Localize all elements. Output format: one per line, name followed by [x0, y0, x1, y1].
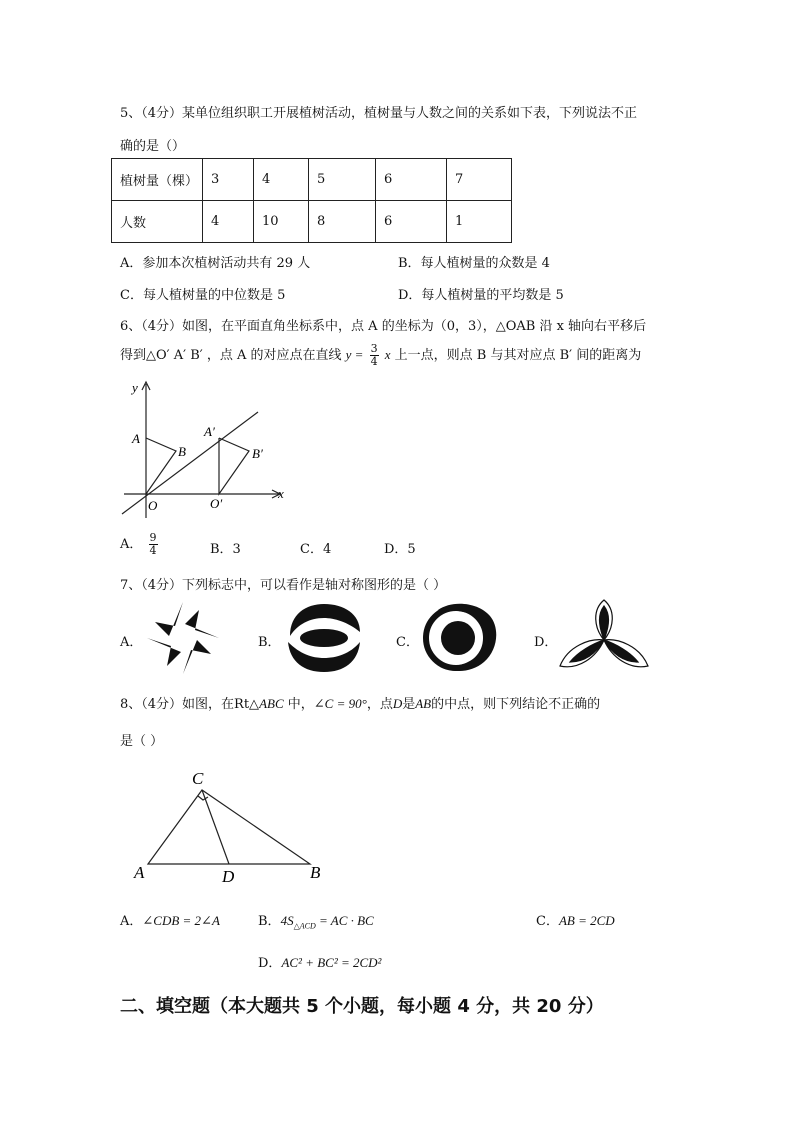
- q8-option-a-math: ∠CDB = 2∠A: [142, 913, 220, 928]
- table-row: [112, 201, 512, 243]
- right-angle-mark-icon: [198, 796, 208, 800]
- table-cell: 5: [309, 159, 376, 201]
- q8-option-b-math: 4S: [280, 913, 294, 928]
- q7-stem: 7、（4分）下列标志中，可以看作是轴对称图形的是（ ）: [120, 578, 447, 593]
- q6-eq-y: y =: [345, 347, 364, 362]
- frac-num: 3: [370, 342, 378, 355]
- pinwheel-star-icon: [147, 602, 219, 674]
- q6-option-c: C．4: [300, 542, 332, 557]
- label-b1: B′: [252, 446, 263, 461]
- q8-text: 是: [402, 697, 416, 712]
- q8-figure: [130, 766, 330, 884]
- q8-ab: AB: [415, 696, 432, 711]
- label-o1: O′: [210, 496, 223, 511]
- q7-logo-a: [145, 600, 221, 676]
- trefoil-petal-icon: [560, 600, 648, 667]
- label-x: x: [278, 486, 284, 501]
- label-a: A: [132, 431, 140, 446]
- table-row: [112, 159, 512, 201]
- q6-stem-line2: [120, 342, 641, 369]
- q6-option-a: [120, 532, 160, 558]
- table-cell: 3: [203, 159, 254, 201]
- q8-option-c-math: AB = 2CD: [558, 913, 615, 928]
- option-label: A．: [120, 537, 143, 552]
- q6-option-d: D．5: [384, 542, 416, 557]
- option-label: C．: [536, 914, 559, 929]
- option-label: B．: [258, 914, 281, 929]
- q5-stem-line1: 5、（4分）某单位组织职工开展植树活动，植树量与人数之间的关系如下表，下列说法不正: [120, 106, 638, 121]
- q8-option-b-math: = AC · BC: [315, 913, 374, 928]
- q6-eq-x: x: [384, 347, 391, 362]
- q6-text: 上一点，则点 B 与其对应点 B′ 间的距离为: [394, 348, 642, 363]
- q8-stem-line2: 是（ ）: [120, 734, 164, 749]
- label-c: C: [192, 769, 204, 788]
- label-a1: A′: [204, 424, 215, 439]
- q6-option-b: B．3: [210, 542, 241, 557]
- q8-option-a: [120, 910, 220, 929]
- table-cell: 7: [447, 159, 512, 201]
- table-cell: 4: [203, 201, 254, 243]
- table-cell: 6: [376, 159, 447, 201]
- q8-text: ，点: [366, 697, 393, 712]
- q8-text: 中，: [283, 697, 314, 712]
- frac-den: 4: [370, 355, 378, 368]
- table-cell: 1: [447, 201, 512, 243]
- q7-option-a: A．: [120, 635, 143, 650]
- label-a: A: [134, 863, 145, 882]
- table-cell: 人数: [112, 201, 203, 243]
- q8-abc: ABC: [259, 696, 284, 711]
- crescent-ring-icon: [426, 604, 496, 671]
- label-y: y: [132, 380, 138, 395]
- q8-text: 8、（4分）如图，在: [120, 697, 235, 712]
- q5-stem-line2: 确的是（）: [120, 139, 186, 154]
- q7-option-d: D．: [534, 635, 558, 650]
- line-y-3-4x: [122, 412, 258, 514]
- q7-option-b: B．: [258, 635, 281, 650]
- q5-option-c: C．每人植树量的中位数是 5: [120, 288, 286, 303]
- frac-den: 4: [149, 544, 157, 557]
- label-o: O: [148, 498, 158, 513]
- q6-fraction: [370, 343, 379, 368]
- q8-option-d-math: AC² + BC² = 2CD²: [281, 955, 382, 970]
- label-d: D: [222, 867, 235, 886]
- q8-stem-line1: [120, 693, 600, 712]
- q7-logo-c: [418, 600, 500, 676]
- q5-option-d: D．每人植树量的平均数是 5: [398, 288, 564, 303]
- segment-cd: [202, 790, 229, 864]
- table-cell: 植树量（棵）: [112, 159, 203, 201]
- q8-rt: Rt△: [234, 697, 260, 712]
- q5-table: [111, 158, 512, 243]
- q6-stem-line1: 6、（4分）如图，在平面直角坐标系中，点 A 的坐标为（0，3），△OAB 沿 x 轴向右平移后: [120, 319, 647, 334]
- frac-num: 9: [149, 531, 157, 544]
- split-disc-icon: [288, 604, 360, 672]
- q8-angle-c: ∠C = 90°: [313, 696, 367, 711]
- q8-option-b-sub: △ACD: [293, 921, 316, 931]
- q5-option-b: B．每人植树量的众数是 4: [398, 256, 550, 271]
- q8-option-b: [258, 910, 374, 931]
- q6-option-a-fraction: [149, 532, 158, 557]
- q8-option-c: [536, 910, 615, 929]
- label-b: B: [178, 444, 186, 459]
- triangle-o1a1b1: [219, 438, 249, 494]
- triangle-abc: [148, 790, 310, 864]
- table-cell: 6: [376, 201, 447, 243]
- q8-option-d: [258, 952, 381, 971]
- option-label: A．: [120, 914, 143, 929]
- table-cell: 8: [309, 201, 376, 243]
- table-cell: 10: [254, 201, 309, 243]
- q5-option-a: A．参加本次植树活动共有 29 人: [120, 256, 311, 271]
- q8-d: D: [392, 696, 403, 711]
- q6-figure: [110, 378, 300, 518]
- q6-text: 得到△O′ A′ B′ ，点 A 的对应点在直线: [120, 348, 342, 363]
- section-heading: 二、填空题（本大题共 5 个小题，每小题 4 分，共 20 分）: [120, 996, 604, 1017]
- q7-logo-b: [282, 602, 366, 674]
- label-b: B: [310, 863, 321, 882]
- table-cell: 4: [254, 159, 309, 201]
- q7-option-c: C．: [396, 635, 419, 650]
- option-label: D．: [258, 956, 282, 971]
- q8-text: 的中点，则下列结论不正确的: [431, 697, 601, 712]
- triangle-oab: [146, 438, 176, 494]
- q7-logo-d: [558, 598, 650, 672]
